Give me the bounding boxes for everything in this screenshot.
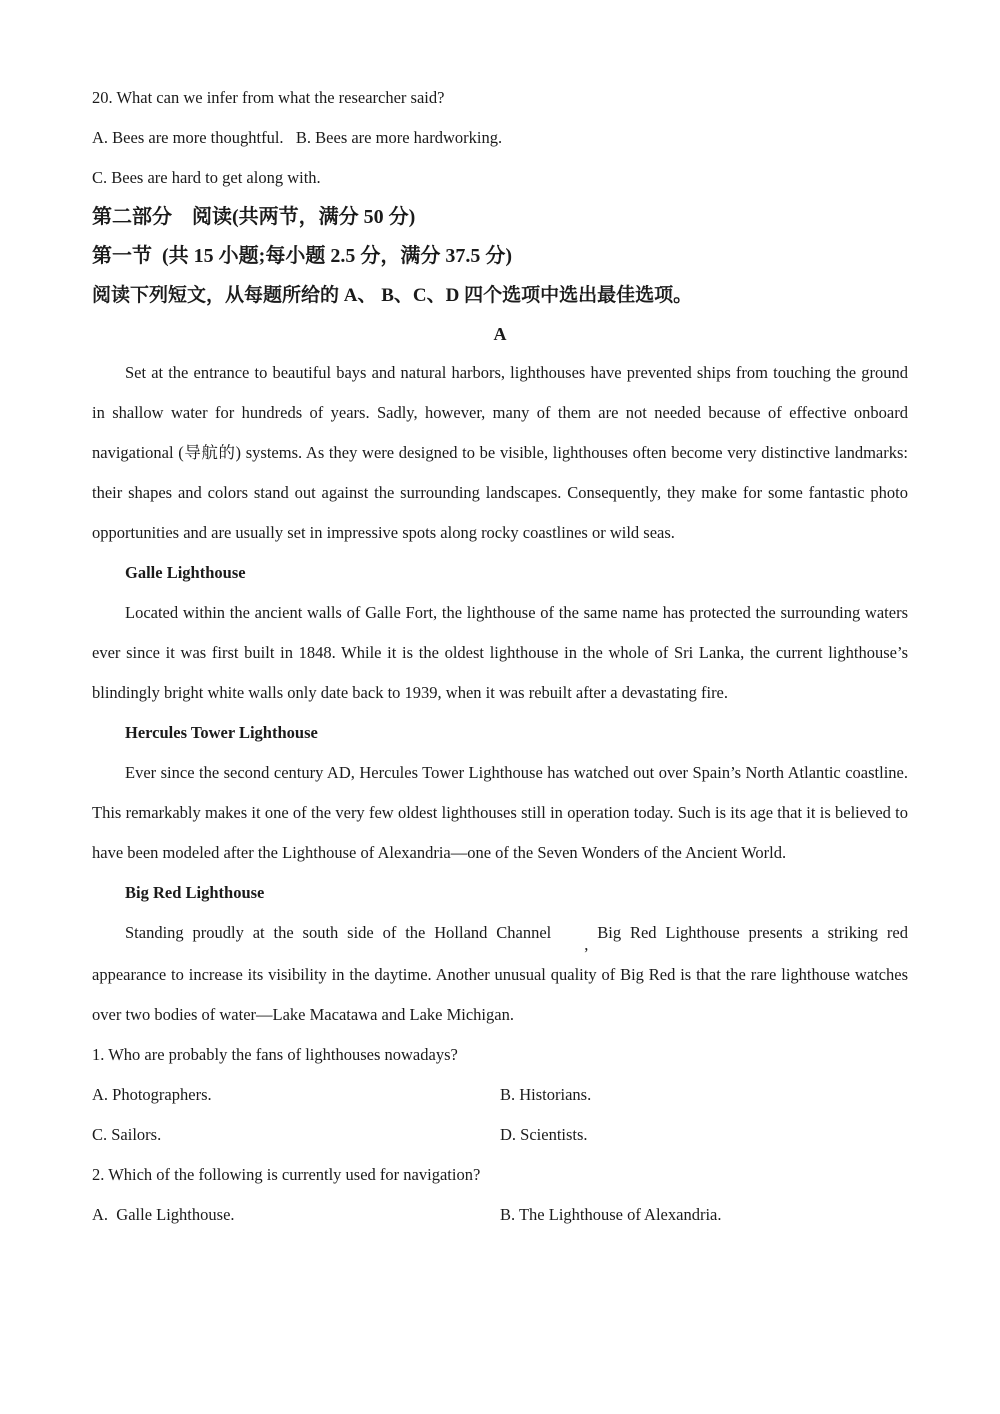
question-2-option-b: B. The Lighthouse of Alexandria. [500, 1205, 722, 1224]
question-1-option-c: C. Sailors. [92, 1125, 162, 1144]
question-1-option-a: A. Photographers. [92, 1085, 212, 1104]
dropped-comma-typo: , [584, 935, 589, 954]
passage-a-label: A [493, 324, 507, 344]
question-1-stem: 1. Who are probably the fans of lighthouses nowadays? [92, 1045, 458, 1064]
galle-lighthouse-heading: Galle Lighthouse [125, 563, 246, 582]
question-1-options-row-2 [92, 1115, 908, 1155]
question-20-stem: 20. What can we infer from what the researcher said? [92, 88, 445, 107]
reading-instruction: 阅读下列短文，从每题所给的 A、 B、C、D 四个选项中选出最佳选项。 [92, 285, 693, 306]
galle-lighthouse-paragraph: Located within the ancient walls of Galle Fort, the lighthouse of the same name has protected the surrounding waters ever since it was first built in 1848. While it is the oldest lighthouse in the whole of Sri Lanka, the current lighthouse’s blindingly bright white walls only date back to 1939, when it was rebuilt after a devastating fire. [92, 603, 908, 702]
passage-intro-paragraph: Set at the entrance to beautiful bays and natural harbors, lighthouses have prevented ships from touching the ground in shallow water for hundreds of years. Sadly, however, many of them are not needed because of effective onboard navigational (导航的) systems. As they were designed to be visible, lighthouses often become very distinctive landmarks: their shapes and colors stand out against the surrounding landscapes. Consequently, they make for some fantastic photo opportunities and are usually set in impressive spots along rocky coastlines or wild seas. [92, 363, 908, 542]
question-20-options-row-1: A. Bees are more thoughtful. B. Bees are more hardworking. [92, 128, 503, 147]
big-red-text-before-comma: Standing proudly at the south side of the Holland Channel [125, 923, 552, 942]
big-red-heading: Big Red Lighthouse [125, 883, 265, 902]
question-20-options-row-2: C. Bees are hard to get along with. [92, 168, 321, 187]
hercules-tower-heading: Hercules Tower Lighthouse [125, 723, 318, 742]
question-1-options-row-1 [92, 1075, 908, 1115]
question-2-stem: 2. Which of the following is currently used for navigation? [92, 1165, 481, 1184]
big-red-paragraph [92, 913, 908, 1035]
question-2-option-a: A. Galle Lighthouse. [92, 1205, 235, 1224]
part-two-header: 第二部分 阅读(共两节，满分 50 分) [92, 206, 416, 228]
big-red-text-after-comma: Big Red Lighthouse presents a striking red appearance to increase its visibility in the daytime. Another unusual quality of Big Red is that the rare lighthouse watches over two bodies of water—Lake Macatawa and Lake Michigan. [92, 923, 908, 1024]
question-1-option-b: B. Historians. [500, 1085, 592, 1104]
hercules-tower-paragraph: Ever since the second century AD, Hercules Tower Lighthouse has watched out over Spain’s North Atlantic coastline. This remarkably makes it one of the very few oldest lighthouses still in operation today. Such is its age that it is believed to have been modeled after the Lighthouse of Alexandria—one of the Seven Wonders of the Ancient World. [92, 763, 908, 862]
question-2-options-row-1 [92, 1195, 908, 1235]
question-1-option-d: D. Scientists. [500, 1125, 588, 1144]
section-one-header: 第一节 (共 15 小题;每小题 2.5 分，满分 37.5 分) [92, 245, 512, 267]
